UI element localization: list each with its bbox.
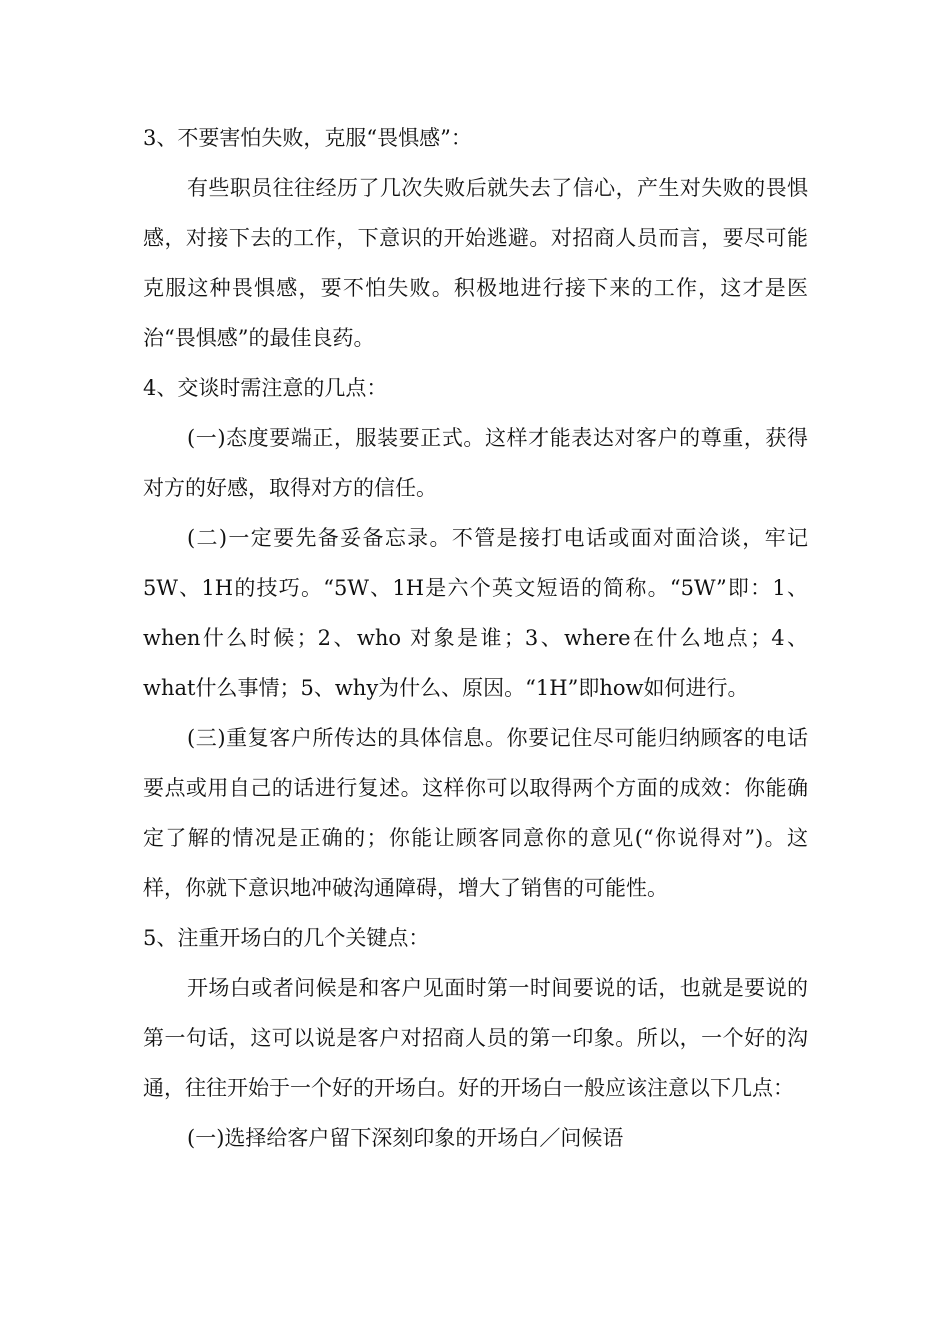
paragraph-fear-of-failure: 有些职员往往经历了几次失败后就失去了信心，产生对失败的畏惧感，对接下去的工作，下意识的开始逃避。对招商人员而言，要尽可能克服这种畏惧感，要不怕失败。积极地进行接下来的工作，这才是医治“畏惧感”的最佳良药。 <box>143 176 808 350</box>
section-heading-4: 4、交谈时需注意的几点： <box>143 376 388 400</box>
paragraph-opening-remarks: 开场白或者问候是和客户见面时第一时间要说的话，也就是要说的第一句话，这可以说是客户对招商人员的第一印象。所以，一个好的沟通，往往开始于一个好的开场白。好的开场白一般应该注意以下几点： <box>143 976 808 1100</box>
paragraph-attitude: (一)态度要端正，服装要正式。这样才能表达对客户的尊重，获得对方的好感，取得对方的信任。 <box>143 426 808 500</box>
paragraph-opening-choice: (一)选择给客户留下深刻印象的开场白／问候语 <box>187 1126 624 1150</box>
section-heading-3: 3、不要害怕失败，克服“畏惧感”： <box>143 126 472 150</box>
paragraph-memo-5w1h: (二)一定要先备妥备忘录。不管是接打电话或面对面洽谈，牢记5W、1H的技巧。“5W、1H是六个英文短语的简称。“5W”即：1、when什么时候；2、who 对象是谁；3、where在什么地点；4、 what什么事情；5、why为什么、原因。“1H”即how如何进行。 <box>143 526 808 700</box>
paragraph-repeat-info: (三)重复客户所传达的具体信息。你要记住尽可能归纳顾客的电话要点或用自己的话进行复述。这样你可以取得两个方面的成效：你能确定了解的情况是正确的；你能让顾客同意你的意见(“你说得对”)。这样，你就下意识地冲破沟通障碍，增大了销售的可能性。 <box>143 726 808 900</box>
section-heading-5: 5、注重开场白的几个关键点： <box>143 926 430 950</box>
document-body <box>143 113 808 1163</box>
